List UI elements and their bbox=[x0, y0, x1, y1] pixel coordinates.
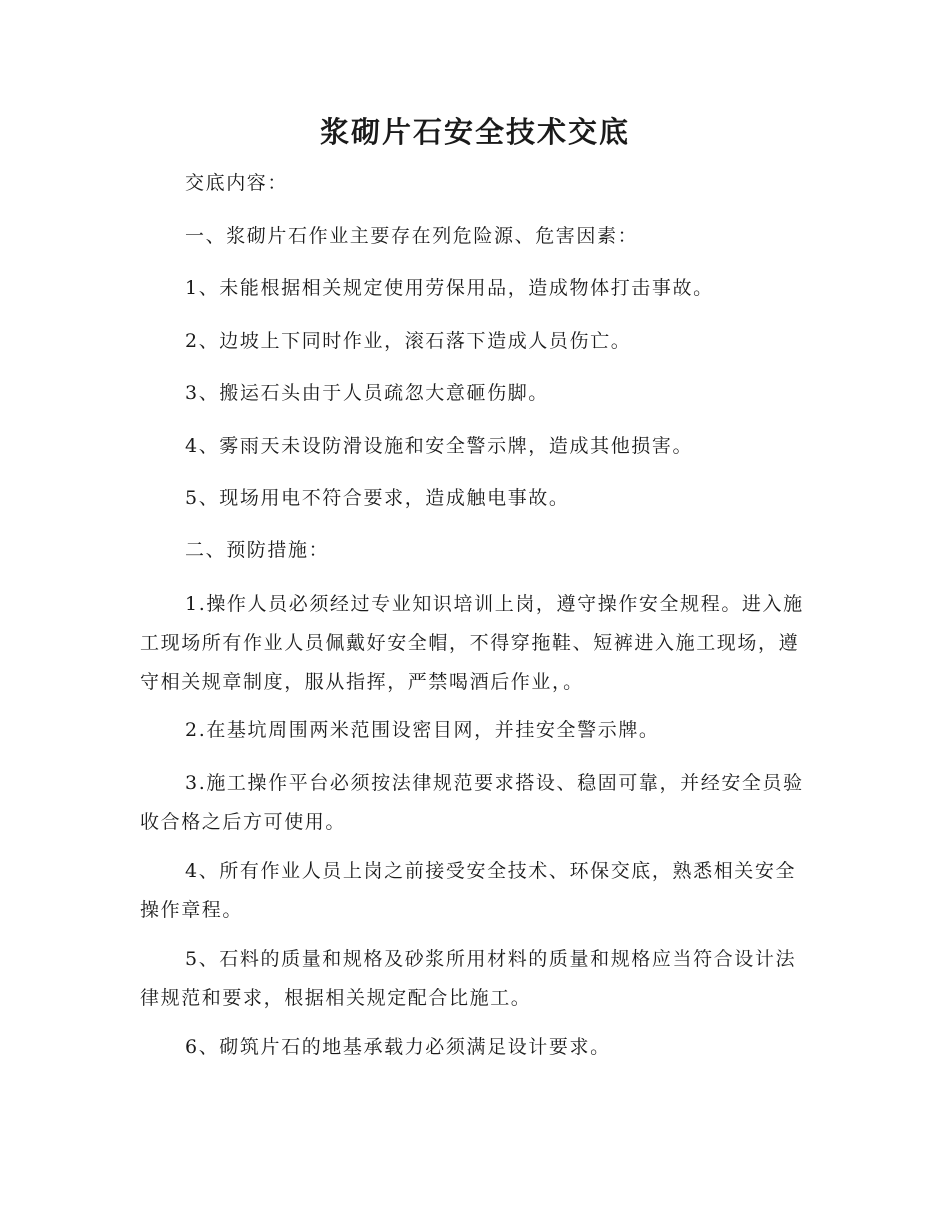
paragraph-hazards-heading: 一、浆砌片石作业主要存在列危险源、危害因素： bbox=[185, 225, 639, 247]
paragraph-measure-6: 6、砌筑片石的地基承载力必须满足设计要求。 bbox=[185, 1036, 611, 1058]
paragraph-hazard-1: 1、未能根据相关规定使用劳保用品，造成物体打击事故。 bbox=[185, 277, 714, 299]
paragraph-hazard-4: 4、雾雨天未设防滑设施和安全警示牌，造成其他损害。 bbox=[185, 435, 694, 457]
paragraph-hazard-5: 5、现场用电不符合要求，造成触电事故。 bbox=[185, 487, 570, 509]
paragraph-measure-4: 4、所有作业人员上岗之前接受安全技术、环保交底，熟悉相关安全操作章程。 bbox=[140, 860, 797, 921]
paragraph-measure-2: 2.在基坑周围两米范围设密目网，并挂安全警示牌。 bbox=[185, 719, 660, 741]
paragraph-intro: 交底内容： bbox=[185, 172, 289, 194]
document-title: 浆砌片石安全技术交底 bbox=[319, 115, 630, 149]
paragraph-measure-3: 3.施工操作平台必须按法律规范要求搭设、稳固可靠，并经安全员验收合格之后方可使用。 bbox=[140, 772, 804, 833]
paragraph-measures-heading: 二、预防措施： bbox=[185, 539, 330, 561]
paragraph-hazard-3: 3、搬运石头由于人员疏忽大意砸伤脚。 bbox=[185, 382, 549, 404]
paragraph-measure-5: 5、石料的质量和规格及砂浆所用材料的质量和规格应当符合设计法律规范和要求，根据相关规定配合比施工。 bbox=[140, 948, 797, 1009]
paragraph-measure-1: 1.操作人员必须经过专业知识培训上岗，遵守操作安全规程。进入施工现场所有作业人员佩戴好安全帽，不得穿拖鞋、短裤进入施工现场，遵守相关规章制度，服从指挥，严禁喝酒后作业，。 bbox=[140, 593, 804, 693]
paragraph-hazard-2: 2、边坡上下同时作业，滚石落下造成人员伤亡。 bbox=[185, 330, 632, 352]
